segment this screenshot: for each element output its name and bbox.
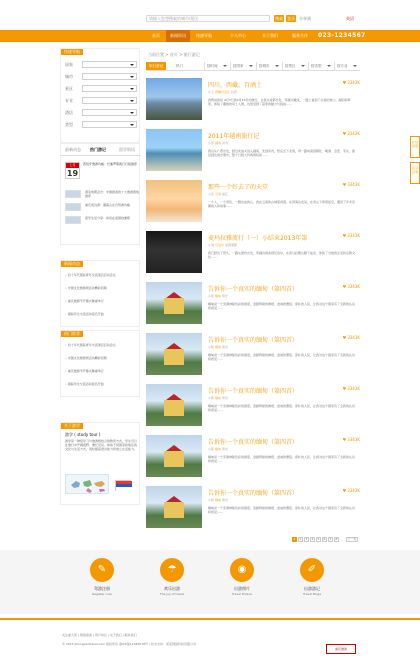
feature-title: 驾游注册 (94, 586, 110, 591)
register-icon: ✎ (97, 564, 107, 575)
type-select[interactable] (82, 121, 137, 128)
blog-title[interactable]: 留学生活分享：如何在美国找兼职 (85, 216, 131, 220)
post-image[interactable] (146, 435, 202, 477)
hot-panel (60, 330, 140, 397)
post-title[interactable]: 告诉你一个真实的缅甸（第四首） (208, 490, 299, 497)
likes-count[interactable]: ♥ 3343K (342, 131, 360, 136)
post-author: 小李 (208, 141, 215, 145)
page-1-button[interactable]: 1 (293, 537, 296, 541)
pen-icon: ✐ (307, 564, 317, 575)
page-5-button[interactable]: 5 (317, 537, 320, 541)
post-meta (208, 345, 348, 349)
post-author: 小陈 (208, 345, 215, 349)
study-tour-title: 关于游学 (61, 423, 83, 429)
post-card[interactable] (146, 384, 360, 435)
post-meta (208, 294, 348, 298)
post-filter (146, 62, 360, 71)
post-location-place: 丽江 (221, 192, 228, 196)
post-meta (208, 90, 348, 94)
post-title[interactable]: 麦玛拉雅流行（一）小结束2013年第 (208, 235, 308, 242)
page-4-button[interactable]: 4 (311, 537, 314, 541)
filter-tab-travel-blog[interactable]: 旅行游记 (146, 62, 166, 70)
post-description: 缅甸是一个充满神秘色彩的国度，金碧辉煌的佛塔、虔诚的僧侣、淳朴的人民，让我对这个国家有了全新的认识和感受…… (208, 302, 356, 310)
share-link[interactable]: 分享到 (299, 16, 311, 21)
post-card[interactable] (146, 231, 360, 282)
post-description: 我已经出了很久，一路从国内出发，穿越边境来到尼泊尔，在喜马拉雅山脚下徒步，体验了当地的生活和宗教文化…… (208, 251, 356, 259)
post-description: 我们从广西出发，经过友谊关进入越南，先到河内，然后去下龙湾，再一路向南到顺化、岘港、会安、芽庄，最后到达胡志明市，整个行程大约两周时间…… (208, 149, 356, 157)
post-author: 小陈 (208, 396, 215, 400)
post-author: 小刘 (208, 243, 215, 247)
post-title[interactable]: 那些一个好去了的天堂 (208, 184, 269, 191)
study-tour-heading: 游学 ( study tour ) (65, 432, 101, 437)
hotel-select[interactable] (82, 109, 137, 116)
post-author: 小陈 (208, 447, 215, 451)
feature-sub: The joy of travel (159, 592, 185, 596)
post-image[interactable] (146, 231, 202, 273)
post-location-city[interactable]: 缅甸 (214, 396, 221, 400)
post-card[interactable] (146, 180, 360, 231)
feature-register[interactable] (70, 558, 140, 604)
blog-title[interactable]: 国家地理杂志：中国最美的十大旅游胜地推荐 (85, 190, 140, 198)
post-image[interactable] (146, 180, 202, 222)
filter-tab-hot[interactable]: 热门 (176, 64, 184, 68)
calendar-title[interactable]: 西班牙旅游攻略：巴塞罗那两日行程推荐 (83, 162, 138, 166)
post-image[interactable] (146, 384, 202, 426)
post-title[interactable]: 告诉你一个真实的缅甸（第四首） (208, 286, 299, 293)
post-meta (208, 498, 348, 502)
post-image[interactable] (146, 129, 202, 171)
calendar-day: 19 (66, 169, 79, 178)
nav-item-home[interactable]: 首页 (152, 33, 160, 38)
post-location-place: 仰光 (221, 498, 228, 502)
footer-copyright: © 2013 zhongjiaotravel.com 版权所有 渝ICP备12345678号 | 技术支持：某某网络科技有限公司 (62, 642, 196, 646)
likes-count[interactable]: ♥ 3343K (342, 335, 360, 340)
sidebar-tabs (61, 144, 141, 156)
post-location-city[interactable]: 西藏自治区 (214, 90, 230, 94)
post-image[interactable] (146, 282, 202, 324)
list-item[interactable] (65, 203, 139, 212)
feature-travel[interactable] (140, 558, 210, 604)
feature-title: 欢乐出游 (164, 586, 180, 591)
next-page-button[interactable]: 下一页 (347, 537, 357, 541)
floating-tab-feedback[interactable]: 意见反馈 (410, 162, 420, 184)
filter-select-country[interactable]: 按国家 (230, 62, 255, 70)
nav-item-service[interactable]: 服务合作 (292, 33, 308, 38)
feature-sub: Travel Blogs (302, 592, 322, 596)
post-location-place: 加德满都 (224, 243, 237, 247)
blog-thumb (65, 203, 81, 211)
study-tour-panel (60, 422, 140, 505)
major-select[interactable] (82, 97, 137, 104)
nav-item-quick-nav[interactable]: 快速导航 (196, 33, 212, 38)
page-3-button[interactable]: 3 (305, 537, 308, 541)
world-map (65, 474, 109, 494)
tab-study-news[interactable]: 留学资讯 (119, 147, 135, 152)
post-description: 一个人，一个背包，一颗自由的心。我在云南的古城里闲逛，在洱海边发呆，在雪山下仰望星空，遇见了许多有趣的人和故事…… (208, 200, 356, 208)
post-title[interactable]: 告诉你一个真实的缅甸（第四首） (208, 337, 299, 344)
post-location-place: 仰光 (221, 396, 228, 400)
quick-nav-label: 国家 (65, 62, 73, 67)
likes-count[interactable]: ♥ 3343K (342, 488, 360, 493)
top-bar (0, 0, 420, 30)
feature-photos[interactable] (210, 558, 280, 604)
list-item[interactable] (65, 216, 139, 225)
post-location-place: 仰光 (221, 294, 228, 298)
page-7-button[interactable]: 7 (329, 537, 332, 541)
quick-nav-label: 城市 (65, 74, 73, 79)
post-author: 小王 (208, 90, 215, 94)
travel-icon: ☂ (167, 564, 177, 575)
page-2-button[interactable]: 2 (299, 537, 302, 541)
post-meta (208, 141, 348, 145)
post-description: 缅甸是一个充满神秘色彩的国度，金碧辉煌的佛塔、虔诚的僧侣、淳朴的人民，让我对这个国家有了全新的认识和感受…… (208, 353, 356, 361)
filter-select-major[interactable]: 按专业 (334, 62, 359, 70)
post-location-city[interactable]: 缅甸 (214, 345, 221, 349)
calendar-widget (65, 162, 80, 179)
feature-sub: Register now (92, 592, 112, 596)
likes-count[interactable]: ♥ 3343K (342, 386, 360, 391)
post-location-city[interactable]: 尼泊尔 (214, 243, 224, 247)
news-item[interactable]: • 中国文化旅游周活动精彩回顾 (65, 356, 138, 360)
post-image[interactable] (146, 78, 202, 120)
news-item[interactable]: • 四十年代国际青年交流项目启动会议 (65, 343, 138, 347)
post-location-city[interactable]: 云南 (214, 192, 221, 196)
post-description: 缅甸是一个充满神秘色彩的国度，金碧辉煌的佛塔、虔诚的僧侣、淳朴的人民，让我对这个国家有了全新的认识和感受…… (208, 455, 356, 463)
post-title[interactable]: 2011年越南旅行记 (208, 133, 260, 140)
blog-thumb (65, 216, 81, 224)
tab-hot-blogs[interactable]: 热门游记 (90, 147, 106, 152)
post-card[interactable] (146, 435, 360, 486)
filter-select-city[interactable]: 按城市 (256, 62, 281, 70)
post-location-place: 仰光 (221, 447, 228, 451)
news-item[interactable]: • 重庆旅游节开幕式隆重举行 (65, 369, 138, 373)
post-location-place: 仰光 (221, 345, 228, 349)
feature-title: 出游游记 (304, 586, 320, 591)
filter-select-type[interactable]: 按类型 (308, 62, 333, 70)
blog-title[interactable]: 重庆周边游：避暑山庄自驾游攻略 (85, 203, 131, 207)
post-location-city[interactable]: 缅甸 (214, 447, 221, 451)
quick-nav-label: 类型 (65, 122, 73, 127)
news-item[interactable]: • 国际学生交流活动报名开始 (65, 312, 138, 316)
post-location-city[interactable]: 缅甸 (214, 294, 221, 298)
post-card[interactable] (146, 282, 360, 333)
country-select[interactable] (82, 61, 137, 68)
post-location-place: 拉萨 (230, 90, 237, 94)
language-switch[interactable]: 英语 (346, 16, 354, 21)
footer (0, 618, 420, 660)
post-location-place: 河内 (221, 141, 228, 145)
news-item[interactable]: • 国际学生交流活动报名开始 (65, 382, 138, 386)
post-card[interactable] (146, 486, 360, 537)
page-6-button[interactable]: 6 (323, 537, 326, 541)
footer-links[interactable]: 关注重大部 | 网络备案 | 用户协议 | 关于我们 | 联系我们 (62, 633, 137, 637)
news-panel (60, 260, 140, 327)
news-item[interactable]: • 中国文化旅游周活动精彩回顾 (65, 286, 138, 290)
post-location-city[interactable]: 越南 (214, 141, 221, 145)
post-meta (208, 243, 348, 247)
post-card[interactable] (146, 78, 360, 129)
post-author: 小陈 (208, 498, 215, 502)
floating-tab-service[interactable]: 在线客服 (410, 136, 420, 158)
post-title[interactable]: 告诉你一个真实的缅甸（第四首） (208, 388, 299, 395)
search-input[interactable]: 请输入您想搜索的城市/景区 (146, 15, 270, 22)
calendar-month: 七月 (66, 163, 79, 168)
breadcrumb: 当前位置 > 首页 > 旅行游记 (148, 52, 200, 57)
news-title: 新闻动态 (61, 261, 83, 267)
post-location-city[interactable]: 缅甸 (214, 498, 221, 502)
post-description: 缅甸是一个充满神秘色彩的国度，金碧辉煌的佛塔、虔诚的僧侣、淳朴的人民，让我对这个国家有了全新的认识和感受…… (208, 506, 356, 514)
uk-flag-icon (115, 480, 131, 491)
likes-count[interactable]: ♥ 3343K (342, 182, 360, 187)
nav-item-news[interactable]: 新闻资讯 (166, 30, 190, 42)
footer-logo[interactable]: 重庆旅游 (326, 644, 356, 654)
nav-item-about[interactable]: 关于我们 (262, 33, 278, 38)
quick-nav-label: 专业 (65, 98, 73, 103)
post-meta (208, 396, 348, 400)
post-title[interactable]: 告诉你一个真实的缅甸（第四首） (208, 439, 299, 446)
quick-nav-panel (60, 48, 140, 143)
search-button[interactable]: 搜索 (275, 16, 283, 21)
hotline-number: 023-1234567 (318, 32, 366, 39)
blog-thumb (65, 190, 81, 198)
post-image[interactable] (146, 333, 202, 375)
post-card[interactable] (146, 333, 360, 384)
likes-count[interactable]: ♥ 3343K (342, 437, 360, 442)
camera-icon: ◉ (237, 564, 247, 575)
page-8-button[interactable]: 8 (335, 537, 338, 541)
post-title[interactable]: 四川，西藏，百酒土 (208, 82, 263, 89)
feature-blogs[interactable] (280, 558, 350, 604)
likes-count[interactable]: ♥ 3343K (342, 284, 360, 289)
post-card[interactable] (146, 129, 360, 180)
post-meta (208, 192, 348, 196)
filter-select-scenic[interactable]: 按景区 (282, 62, 307, 70)
nav-item-user-center[interactable]: 个人中心 (230, 33, 246, 38)
post-author: 小陈 (208, 294, 215, 298)
post-description: 我想说的是 4月7日到4月13日的旅行，让我从成都出发，穿越川藏线，一路上看到了壮美的雪山、湖泊和草原，体验了藏族的风土人情，也感受到了高原的魅力与挑战…… (208, 98, 351, 106)
sidebar-panel (60, 143, 140, 245)
city-select[interactable] (82, 73, 137, 80)
likes-count[interactable]: ♥ 3343K (342, 80, 360, 85)
tab-latest[interactable]: 最新动态 (65, 147, 81, 152)
news-item[interactable]: • 重庆旅游节开幕式隆重举行 (65, 299, 138, 303)
main-nav (0, 30, 420, 42)
filter-select-time[interactable]: 按时间 (204, 62, 229, 70)
features-bar (0, 550, 420, 614)
quick-nav-label: 酒店 (65, 110, 73, 115)
news-item[interactable]: • 四十年代国际青年交流项目启动会议 (65, 273, 138, 277)
study-tour-text: 游学是一种将学习与旅游相结合的教育方式，学生可以在旅行中开阔视野、增长见识，体验不同国家和地区的文化与生活方式，同时提高语言能力和独立生活能力。 (65, 439, 138, 451)
hot-title: 热门推荐 (61, 331, 83, 337)
post-author: 小张 (208, 192, 215, 196)
quick-nav-label: 景区 (65, 86, 73, 91)
likes-count[interactable]: ♥ 3343K (342, 233, 360, 238)
feature-title: 出游照片 (234, 586, 250, 591)
list-item[interactable] (65, 190, 139, 199)
quick-nav-title: 快速导航 (61, 49, 83, 55)
login-button[interactable]: 登录 (287, 16, 295, 21)
post-description: 缅甸是一个充满神秘色彩的国度，金碧辉煌的佛塔、虔诚的僧侣、淳朴的人民，让我对这个国家有了全新的认识和感受…… (208, 404, 356, 412)
post-meta (208, 447, 348, 451)
scenic-select[interactable] (82, 85, 137, 92)
feature-sub: Travel Photos (232, 592, 252, 596)
post-image[interactable] (146, 486, 202, 528)
